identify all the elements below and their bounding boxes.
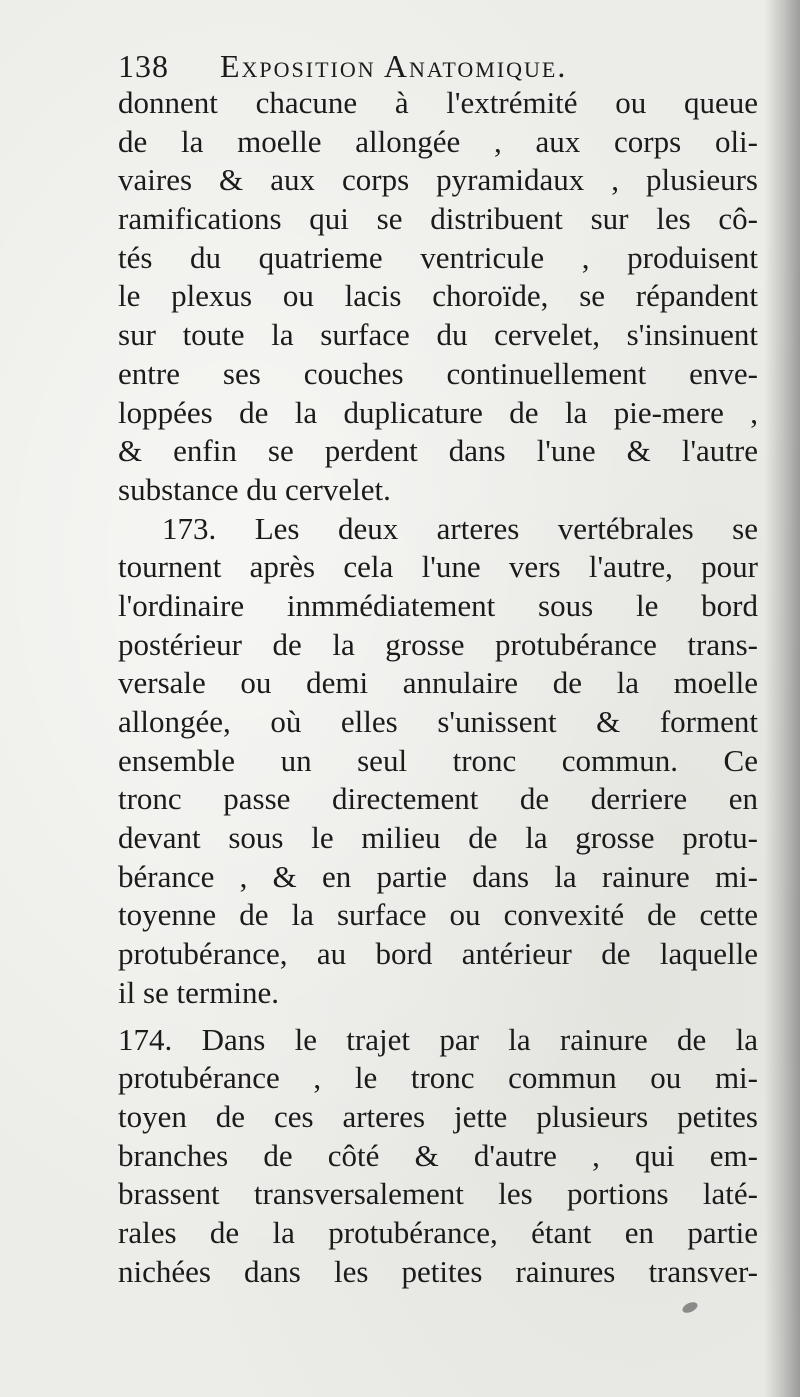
text-line: protubérance, au bord antérieur de laquelle [118,936,758,972]
text-line: branches de côté & d'autre , qui em- [118,1137,758,1173]
text-line: l'ordinaire inmmédiatement sous le bord [118,587,758,623]
text-line: de la moelle allongée , aux corps oli- [118,123,758,159]
text-line: toyen de ces arteres jette plusieurs petites [118,1098,758,1134]
text-line: vaires & aux corps pyramidaux , plusieurs [118,162,758,198]
text-line: brassent transversalement les portions laté- [118,1176,758,1212]
paragraph-end-line: il se termine. [118,974,279,1010]
text-line: loppées de la duplicature de la pie-mere , [118,394,758,430]
text-line: tés du quatrieme ventricule , produisent [118,239,758,275]
page-header [118,44,758,88]
text-line: postérieur de la grosse protubérance trans- [118,626,758,662]
text-line: donnent chacune à l'extrémité ou queue [118,85,758,120]
text-line: entre ses couches continuellement enve- [118,355,758,391]
running-title: Exposition Anatomique. [220,48,568,84]
text-line: ensemble un seul tronc commun. Ce [118,742,758,778]
paragraph-gap [118,1013,758,1021]
paragraph-173-start: 173. Les deux arteres vertébrales se [162,510,758,546]
text-line: le plexus ou lacis choroïde, se répandent [118,278,758,314]
text-line: versale ou demi annulaire de la moelle [118,665,758,701]
text-line: protubérance , le tronc commun ou mi- [118,1060,758,1096]
text-line: ramifications qui se distribuent sur les cô- [118,201,758,237]
text-line: tronc passe directement de derriere en [118,781,758,817]
body-text [118,84,758,1291]
text-line: sur toute la surface du cervelet, s'insinuent [118,317,758,353]
text-line: toyenne de la surface ou convexité de cette [118,897,758,933]
text-line: & enfin se perdent dans l'une & l'autre [118,433,758,469]
paragraph-end-line: substance du cervelet. [118,471,391,507]
text-line: bérance , & en partie dans la rainure mi- [118,858,758,894]
page-edge-shadow [764,0,800,1397]
text-line: devant sous le milieu de la grosse protu- [118,820,758,856]
text-line: allongée, où elles s'unissent & forment [118,704,758,739]
page-number: 138 [118,48,169,84]
text-line: rales de la protubérance, étant en partie [118,1214,758,1250]
text-line: tournent après cela l'une vers l'autre, pour [118,549,758,585]
paragraph-174-start: 174. Dans le trajet par la rainure de la [118,1021,758,1057]
ink-speck [681,1300,699,1315]
text-line: nichées dans les petites rainures transver- [118,1253,758,1289]
